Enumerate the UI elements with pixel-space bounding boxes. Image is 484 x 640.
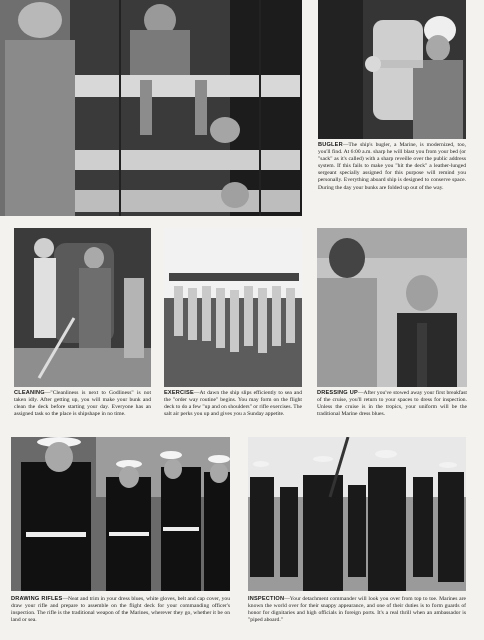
- caption-inspection: [248, 596, 466, 636]
- photo-inspection: [248, 437, 466, 591]
- caption-bugler-text: —The ship's bugler, a Marine, is modernized, too, you'll find. At 6:00 a.m. sharp he will blast you from your bed (or "sack" as it's called) with a sharp reveille over the public address system. If this fails to make you "hit the deck" a leather-lunged sergeant specially assigned for this purpose will remind you personally. Everything aboard ship is designed to conserve space. During the day your bunks are folded up out of the way.: [318, 142, 466, 191]
- caption-cleaning-text: —"Cleanliness is next to Godliness" is not taken idly. After getting up, you will make your bunk and clean the deck before starting your day. Everyone has an assigned task so the place is shipshape in no time.: [14, 390, 151, 418]
- caption-inspection-text: —Your detachment commander will look you over from top to toe. Marines are known the world over for their snappy appearance, and one of their duties is to form guards of honor for dignitaries and high officials in foreign ports. It's a real thrill when an ambassador is "piped aboard.": [248, 596, 466, 624]
- caption-bugler-heading: BUGLER: [318, 142, 343, 148]
- caption-cleaning-heading: CLEANING: [14, 390, 45, 396]
- photo-drawing-rifles: [11, 437, 230, 591]
- caption-exercise-heading: EXERCISE: [164, 390, 194, 396]
- caption-inspection-heading: INSPECTION: [248, 596, 285, 602]
- photo-cleaning: [14, 228, 151, 387]
- caption-exercise: [164, 390, 302, 434]
- caption-drawing-rifles-heading: DRAWING RIFLES: [11, 596, 63, 602]
- photo-bunks: [0, 0, 302, 216]
- photo-dressing-up: [317, 228, 467, 387]
- caption-dressing-up-text: —After you've stowed away your first breakfast of the cruise, you'll return to your spaces to dress for inspection. Unless the cruise is in the tropics, your uniform will be the traditional Marine dress blues.: [317, 390, 467, 418]
- caption-drawing-rifles: [11, 596, 230, 636]
- caption-cleaning: [14, 390, 151, 434]
- caption-drawing-rifles-text: —Neat and trim in your dress blues, white gloves, belt and cap cover, you draw your rifle and prepare to assemble on the flight deck for your commanding officer's inspection. The rifle is the traditional weapon of the Marines, wherever they go, whether it be on land or sea.: [11, 596, 231, 624]
- photo-bugler: [318, 0, 466, 139]
- caption-exercise-text: —At dawn the ship slips efficiently to sea and the "order way routine" begins. You may form on the flight deck to do a few "up and on shoulders" or rifle exercises. The salt air perks you up and gives you a Sunday appetite.: [164, 390, 302, 418]
- photo-exercise: [164, 228, 302, 387]
- caption-dressing-up-heading: DRESSING UP: [317, 390, 358, 396]
- caption-bugler: [318, 142, 466, 216]
- caption-dressing-up: [317, 390, 467, 434]
